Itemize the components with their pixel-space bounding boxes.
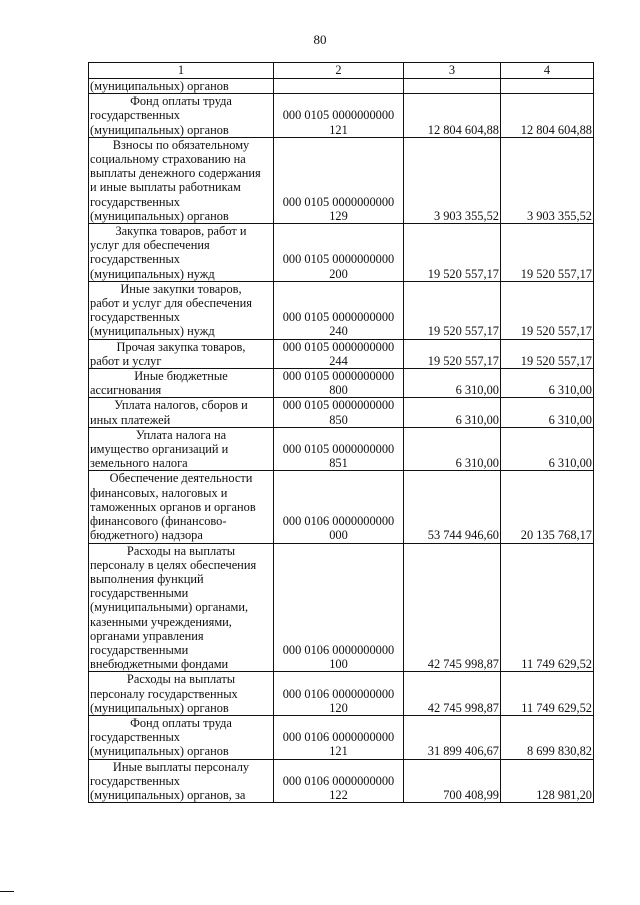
expense-name-line: Уплата налогов, сборов и — [114, 398, 248, 413]
classification-code: 000 0105 0000000000 — [282, 339, 395, 354]
table-row — [89, 427, 594, 471]
table-row — [89, 339, 594, 368]
expense-name-line: персоналу государственных — [90, 686, 238, 701]
expense-type-code: 244 — [329, 353, 348, 368]
column-header-1: 1 — [89, 63, 274, 79]
table-row — [89, 471, 594, 543]
budget-code-cell — [274, 339, 404, 368]
budget-code-cell — [274, 759, 404, 803]
amount-column-3: 19 520 557,17 — [404, 224, 501, 282]
budget-code-cell — [274, 471, 404, 543]
expense-type-code: 100 — [329, 657, 348, 672]
expense-name-cell — [89, 427, 274, 471]
expense-name-line: и иные выплаты работникам — [90, 180, 241, 195]
amount-column-4: 19 520 557,17 — [501, 339, 594, 368]
expense-name-line: ассигнования — [90, 383, 162, 398]
expense-name-line: таможенных органов и органов — [90, 499, 256, 514]
expense-name-line: имущество организаций и — [90, 442, 229, 457]
amount-column-3: 53 744 946,60 — [404, 471, 501, 543]
expense-type-code: 800 — [329, 383, 348, 398]
expense-name-cell — [89, 369, 274, 398]
expense-name-line: Прочая закупка товаров, — [116, 339, 246, 354]
amount-column-4: 6 310,00 — [501, 369, 594, 398]
classification-code: 000 0105 0000000000 — [282, 442, 395, 457]
column-header-2: 2 — [274, 63, 404, 79]
expense-name-cell — [89, 543, 274, 672]
expense-name-line: (муниципальных) нужд — [90, 266, 215, 281]
expense-name-cell — [89, 672, 274, 716]
table-row — [89, 79, 594, 94]
classification-code: 000 0106 0000000000 — [282, 514, 395, 529]
classification-code: 000 0105 0000000000 — [282, 108, 395, 123]
amount-column-4: 6 310,00 — [501, 427, 594, 471]
expense-name-line: (муниципальных) органов — [90, 122, 229, 137]
amount-column-3: 6 310,00 — [404, 369, 501, 398]
expense-type-code: 200 — [329, 266, 348, 281]
expense-name-line: финансовых, налоговых и — [90, 485, 228, 500]
page-number: 80 — [313, 32, 327, 47]
expense-name-line: Иные выплаты персоналу — [112, 759, 250, 774]
table-row — [89, 759, 594, 803]
expense-name-line: выполнения функций — [90, 571, 204, 586]
expense-name-line: иных платежей — [90, 412, 171, 427]
expense-type-code: 120 — [329, 700, 348, 715]
amount-column-4: 128 981,20 — [501, 759, 594, 803]
classification-code: 000 0106 0000000000 — [282, 773, 395, 788]
expense-name-cell — [89, 339, 274, 368]
amount-column-3: 700 408,99 — [404, 759, 501, 803]
table-row — [89, 281, 594, 339]
table-body — [89, 79, 594, 803]
expense-name-line: внебюджетными фондами — [90, 657, 229, 672]
expense-name-line: Обеспечение деятельности — [109, 471, 253, 486]
expense-name-line: Фонд оплаты труда — [130, 715, 232, 730]
expense-name-line: (муниципальных) органов, за — [90, 787, 246, 802]
expense-type-code: 850 — [329, 412, 348, 427]
expense-name-line: государственных — [90, 252, 181, 267]
amount-column-4: 20 135 768,17 — [501, 471, 594, 543]
budget-table — [88, 62, 594, 803]
expense-name-cell — [89, 94, 274, 138]
column-header-4: 4 — [501, 63, 594, 79]
budget-code-cell — [274, 369, 404, 398]
expense-name-line: государственных — [90, 773, 181, 788]
amount-column-4 — [501, 79, 594, 94]
classification-code: 000 0106 0000000000 — [282, 730, 395, 745]
classification-code: 000 0105 0000000000 — [282, 310, 395, 325]
amount-column-4: 3 903 355,52 — [501, 137, 594, 223]
table-row — [89, 224, 594, 282]
expense-name-cell — [89, 398, 274, 427]
expense-type-code: 121 — [329, 122, 348, 137]
table-row — [89, 137, 594, 223]
classification-code: 000 0106 0000000000 — [282, 642, 395, 657]
expense-name-line: бюджетного) надзора — [90, 528, 203, 543]
expense-name-line: государственных — [90, 194, 181, 209]
amount-column-3: 19 520 557,17 — [404, 339, 501, 368]
expense-name-cell — [89, 224, 274, 282]
expense-name-line: казенными учреждениями, — [90, 614, 232, 629]
expense-name-line: Закупка товаров, работ и — [115, 224, 247, 239]
classification-code: 000 0105 0000000000 — [282, 369, 395, 384]
expense-name-line: государственными — [90, 586, 189, 601]
expense-name-line: Уплата налога на — [135, 427, 227, 442]
amount-column-3: 3 903 355,52 — [404, 137, 501, 223]
expense-type-code: 122 — [329, 787, 348, 802]
expense-name-cell — [89, 715, 274, 759]
amount-column-3: 19 520 557,17 — [404, 281, 501, 339]
expense-name-line: социальному страхованию на — [90, 152, 246, 167]
expense-name-line: (муниципальных) органов — [90, 744, 229, 759]
expense-name-line: государственных — [90, 730, 181, 745]
column-header-3: 3 — [404, 63, 501, 79]
expense-name-line: услуг для обеспечения — [90, 238, 210, 253]
budget-code-cell — [274, 281, 404, 339]
expense-name-cell — [89, 79, 274, 94]
table-row — [89, 369, 594, 398]
budget-code-cell — [274, 137, 404, 223]
expense-name-line: (муниципальных) органов — [90, 79, 229, 93]
amount-column-4: 19 520 557,17 — [501, 224, 594, 282]
classification-code: 000 0105 0000000000 — [282, 252, 395, 267]
amount-column-4: 19 520 557,17 — [501, 281, 594, 339]
expense-name-line: (муниципальными) органами, — [90, 600, 249, 615]
expense-name-line: (муниципальных) органов — [90, 208, 229, 223]
classification-code: 000 0105 0000000000 — [282, 398, 395, 413]
budget-code-cell — [274, 224, 404, 282]
expense-name-line: Фонд оплаты труда — [130, 94, 232, 109]
budget-code-cell — [274, 427, 404, 471]
expense-name-line: финансового (финансово- — [90, 514, 227, 529]
expense-name-line: Иные бюджетные — [134, 369, 228, 384]
budget-code-cell — [274, 543, 404, 672]
expense-name-line: (муниципальных) органов — [90, 700, 229, 715]
expense-type-code: 240 — [329, 324, 348, 339]
expense-type-code: 129 — [329, 208, 348, 223]
expense-type-code: 000 — [329, 528, 348, 543]
expense-type-code: 851 — [329, 456, 348, 471]
expense-name-cell — [89, 759, 274, 803]
table-row — [89, 398, 594, 427]
expense-name-line: государственных — [90, 310, 181, 325]
table-header-row — [89, 63, 594, 79]
expense-name-line: работ и услуг — [90, 353, 162, 368]
amount-column-3 — [404, 79, 501, 94]
expense-name-line: органами управления — [90, 628, 204, 643]
expense-name-line: земельного налога — [90, 456, 188, 471]
margin-mark — [0, 891, 14, 892]
budget-code-cell — [274, 94, 404, 138]
expense-name-line: Иные закупки товаров, — [120, 281, 242, 296]
amount-column-3: 6 310,00 — [404, 398, 501, 427]
expense-name-line: выплаты денежного содержания — [90, 166, 261, 181]
amount-column-4: 8 699 830,82 — [501, 715, 594, 759]
budget-code-cell — [274, 715, 404, 759]
expense-name-line: государственных — [90, 108, 181, 123]
table-row — [89, 94, 594, 138]
amount-column-3: 42 745 998,87 — [404, 543, 501, 672]
budget-code-cell — [274, 398, 404, 427]
budget-code-cell — [274, 79, 404, 94]
expense-name-line: (муниципальных) нужд — [90, 324, 215, 339]
expense-name-line: работ и услуг для обеспечения — [90, 296, 252, 311]
amount-column-4: 11 749 629,52 — [501, 543, 594, 672]
classification-code: 000 0105 0000000000 — [282, 194, 395, 209]
expense-name-cell — [89, 281, 274, 339]
table-row — [89, 672, 594, 716]
expense-type-code: 121 — [329, 744, 348, 759]
amount-column-4: 6 310,00 — [501, 398, 594, 427]
amount-column-3: 6 310,00 — [404, 427, 501, 471]
expense-name-line: Расходы на выплаты — [126, 672, 236, 687]
expense-name-line: государственными — [90, 642, 189, 657]
amount-column-4: 12 804 604,88 — [501, 94, 594, 138]
budget-code-cell — [274, 672, 404, 716]
expense-name-cell — [89, 471, 274, 543]
expense-name-cell — [89, 137, 274, 223]
expense-name-line: Расходы на выплаты — [126, 543, 236, 558]
amount-column-3: 31 899 406,67 — [404, 715, 501, 759]
amount-column-4: 11 749 629,52 — [501, 672, 594, 716]
expense-name-line: Взносы по обязательному — [112, 137, 250, 152]
expense-name-line: персоналу в целях обеспечения — [90, 557, 257, 572]
classification-code: 000 0106 0000000000 — [282, 686, 395, 701]
table-row — [89, 543, 594, 672]
amount-column-3: 42 745 998,87 — [404, 672, 501, 716]
amount-column-3: 12 804 604,88 — [404, 94, 501, 138]
table-row — [89, 715, 594, 759]
